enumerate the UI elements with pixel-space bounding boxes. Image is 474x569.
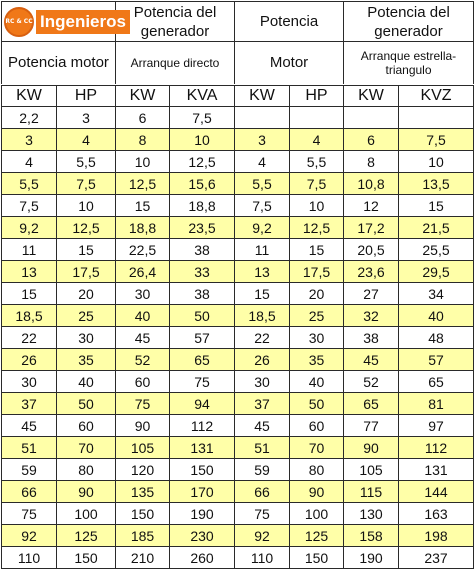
table-row (2, 459, 474, 481)
table-cell: 15 (235, 283, 290, 305)
table-cell: 92 (2, 525, 57, 547)
table-cell: 163 (399, 503, 474, 525)
table-cell: 3 (57, 107, 116, 129)
header-gen-star-sub: Arranque estrella-triangulo (344, 42, 474, 86)
table-row (2, 393, 474, 415)
table-cell (235, 107, 290, 129)
table-cell: 38 (344, 327, 399, 349)
table-cell (344, 107, 399, 129)
table-cell: 12,5 (57, 217, 116, 239)
table-cell: 12,5 (170, 151, 235, 173)
table-row (2, 525, 474, 547)
table-row (2, 173, 474, 195)
table-row (2, 349, 474, 371)
table-cell: 60 (290, 415, 344, 437)
brand-badge-icon: RC & CC (4, 7, 34, 37)
table-cell: 7,5 (170, 107, 235, 129)
table-cell: 150 (290, 547, 344, 569)
table-cell: 7,5 (399, 129, 474, 151)
table-cell: 21,5 (399, 217, 474, 239)
table-cell: 65 (399, 371, 474, 393)
table-cell: 40 (290, 371, 344, 393)
table-cell: 8 (116, 129, 170, 151)
table-cell: 90 (344, 437, 399, 459)
table-cell: 45 (2, 415, 57, 437)
table-cell: 25,5 (399, 239, 474, 261)
table-cell: 23,5 (170, 217, 235, 239)
table-cell: 97 (399, 415, 474, 437)
table-cell: 11 (2, 239, 57, 261)
table-cell: 37 (235, 393, 290, 415)
table-cell: 12 (344, 195, 399, 217)
table-cell: 45 (235, 415, 290, 437)
table-cell: 57 (170, 327, 235, 349)
header-motor-power: Potencia motor (2, 42, 116, 86)
table-cell: 50 (57, 393, 116, 415)
table-cell: 10 (170, 129, 235, 151)
table-row (2, 547, 474, 569)
table-cell: 20,5 (344, 239, 399, 261)
table-cell: 65 (344, 393, 399, 415)
brand-name: Ingenieros (36, 10, 130, 34)
table-cell: 25 (57, 305, 116, 327)
table-cell: 198 (399, 525, 474, 547)
table-cell: 12,5 (290, 217, 344, 239)
table-cell: 37 (2, 393, 57, 415)
table-cell: 7,5 (290, 173, 344, 195)
table-cell: 30 (116, 283, 170, 305)
table-cell: 60 (57, 415, 116, 437)
table-cell: 90 (290, 481, 344, 503)
table-cell: 65 (170, 349, 235, 371)
table-cell: 26 (2, 349, 57, 371)
table-row (2, 503, 474, 525)
table-cell: 4 (290, 129, 344, 151)
table-cell: 17,2 (344, 217, 399, 239)
table-cell: 125 (290, 525, 344, 547)
table-cell: 185 (116, 525, 170, 547)
table-cell: 50 (290, 393, 344, 415)
table-cell: 30 (235, 371, 290, 393)
table-cell: 80 (57, 459, 116, 481)
unit-gen-direct-kva: KVA (170, 86, 235, 107)
table-row (2, 107, 474, 129)
header-gen-direct-sub: Arranque directo (116, 42, 235, 86)
table-cell: 260 (170, 547, 235, 569)
table-cell: 105 (344, 459, 399, 481)
table-cell: 130 (344, 503, 399, 525)
table-cell: 38 (170, 283, 235, 305)
table-cell: 10 (57, 195, 116, 217)
table-cell: 45 (344, 349, 399, 371)
table-row (2, 129, 474, 151)
table-cell: 13 (235, 261, 290, 283)
table-cell: 131 (399, 459, 474, 481)
table-cell: 48 (399, 327, 474, 349)
table-cell: 18,5 (2, 305, 57, 327)
table-cell: 34 (399, 283, 474, 305)
table-cell: 70 (290, 437, 344, 459)
table-cell: 5,5 (2, 173, 57, 195)
table-cell: 18,8 (116, 217, 170, 239)
table-cell: 10 (116, 151, 170, 173)
table-cell: 38 (170, 239, 235, 261)
table-row (2, 283, 474, 305)
table-cell: 4 (2, 151, 57, 173)
table-row (2, 415, 474, 437)
table-cell: 9,2 (2, 217, 57, 239)
table-body (2, 107, 474, 569)
table-cell: 110 (2, 547, 57, 569)
table-row (2, 437, 474, 459)
table-cell: 150 (57, 547, 116, 569)
table-cell: 22,5 (116, 239, 170, 261)
table-cell: 10,8 (344, 173, 399, 195)
table-cell: 15,6 (170, 173, 235, 195)
table-cell (399, 107, 474, 129)
table-cell: 92 (235, 525, 290, 547)
table-cell: 66 (235, 481, 290, 503)
unit-motor2-hp: HP (290, 86, 344, 107)
unit-motor2-kw: KW (235, 86, 290, 107)
table-cell: 5,5 (290, 151, 344, 173)
table-row (2, 261, 474, 283)
table-cell: 20 (290, 283, 344, 305)
table-cell: 66 (2, 481, 57, 503)
table-cell: 75 (116, 393, 170, 415)
table-cell: 120 (116, 459, 170, 481)
table-cell: 9,2 (235, 217, 290, 239)
table-cell: 75 (235, 503, 290, 525)
table-cell: 27 (344, 283, 399, 305)
table-cell: 59 (2, 459, 57, 481)
table-cell: 10 (399, 151, 474, 173)
table-cell: 4 (235, 151, 290, 173)
table-cell: 18,5 (235, 305, 290, 327)
header-motor-sub: Motor (235, 42, 344, 86)
table-cell: 50 (170, 305, 235, 327)
table-cell: 17,5 (57, 261, 116, 283)
table-cell: 112 (399, 437, 474, 459)
table-cell: 40 (57, 371, 116, 393)
table-cell: 40 (399, 305, 474, 327)
table-cell: 230 (170, 525, 235, 547)
table-cell: 70 (57, 437, 116, 459)
table-cell: 15 (116, 195, 170, 217)
table-cell: 15 (399, 195, 474, 217)
table-cell: 32 (344, 305, 399, 327)
table-cell: 81 (399, 393, 474, 415)
table-cell: 110 (235, 547, 290, 569)
table-cell: 3 (2, 129, 57, 151)
table-cell: 15 (2, 283, 57, 305)
table-cell: 150 (116, 503, 170, 525)
table-cell: 30 (2, 371, 57, 393)
table-row (2, 371, 474, 393)
table-cell: 6 (344, 129, 399, 151)
table-cell: 25 (290, 305, 344, 327)
table-cell: 190 (170, 503, 235, 525)
table-cell: 23,6 (344, 261, 399, 283)
table-cell: 22 (235, 327, 290, 349)
table-cell: 7,5 (235, 195, 290, 217)
table-cell: 33 (170, 261, 235, 283)
unit-gen-direct-kw: KW (116, 86, 170, 107)
table-cell: 4 (57, 129, 116, 151)
table-cell: 100 (290, 503, 344, 525)
table-cell: 210 (116, 547, 170, 569)
unit-gen-star-kvz: KVZ (399, 86, 474, 107)
table-row (2, 305, 474, 327)
table-cell: 20 (57, 283, 116, 305)
table-cell: 17,5 (290, 261, 344, 283)
table-cell: 59 (235, 459, 290, 481)
table-row (2, 195, 474, 217)
table-cell: 6 (116, 107, 170, 129)
table-cell: 45 (116, 327, 170, 349)
table-cell: 35 (57, 349, 116, 371)
table-cell: 35 (290, 349, 344, 371)
table-cell: 12,5 (116, 173, 170, 195)
table-cell: 105 (116, 437, 170, 459)
table-cell: 7,5 (2, 195, 57, 217)
table-row (2, 217, 474, 239)
table-cell: 125 (57, 525, 116, 547)
table-cell: 135 (116, 481, 170, 503)
table-cell: 75 (2, 503, 57, 525)
table-cell: 131 (170, 437, 235, 459)
table-cell: 15 (57, 239, 116, 261)
header-gen-direct-title: Potencia del generador (116, 2, 235, 42)
table-cell: 30 (57, 327, 116, 349)
table-cell: 40 (116, 305, 170, 327)
table-cell: 60 (116, 371, 170, 393)
table-cell: 5,5 (235, 173, 290, 195)
table-cell: 3 (235, 129, 290, 151)
table-cell: 170 (170, 481, 235, 503)
table-cell: 94 (170, 393, 235, 415)
table-cell: 26,4 (116, 261, 170, 283)
table-cell: 100 (57, 503, 116, 525)
table-cell: 158 (344, 525, 399, 547)
table-cell: 10 (290, 195, 344, 217)
unit-gen-star-kw: KW (344, 86, 399, 107)
table-cell: 30 (290, 327, 344, 349)
unit-motor-hp: HP (57, 86, 116, 107)
table-cell: 2,2 (2, 107, 57, 129)
table-cell: 57 (399, 349, 474, 371)
table-cell: 80 (290, 459, 344, 481)
table-cell: 29,5 (399, 261, 474, 283)
table-cell: 112 (170, 415, 235, 437)
table-row (2, 327, 474, 349)
table-cell: 11 (235, 239, 290, 261)
table-cell: 90 (116, 415, 170, 437)
table-cell: 13,5 (399, 173, 474, 195)
header-motor-title: Potencia (235, 2, 344, 42)
table-row (2, 481, 474, 503)
unit-motor-kw: KW (2, 86, 57, 107)
table-cell: 51 (235, 437, 290, 459)
table-cell: 7,5 (57, 173, 116, 195)
table-cell: 150 (170, 459, 235, 481)
table-cell: 13 (2, 261, 57, 283)
table-cell: 115 (344, 481, 399, 503)
table-cell: 52 (116, 349, 170, 371)
table-cell: 77 (344, 415, 399, 437)
table-row (2, 151, 474, 173)
table-cell: 75 (170, 371, 235, 393)
table-cell: 90 (57, 481, 116, 503)
table-cell: 22 (2, 327, 57, 349)
table-cell: 144 (399, 481, 474, 503)
table-cell: 15 (290, 239, 344, 261)
table-row (2, 239, 474, 261)
table-cell: 8 (344, 151, 399, 173)
table-cell (290, 107, 344, 129)
table-cell: 51 (2, 437, 57, 459)
table-cell: 190 (344, 547, 399, 569)
table-cell: 26 (235, 349, 290, 371)
header-gen-star-title: Potencia del generador (344, 2, 474, 42)
table-cell: 18,8 (170, 195, 235, 217)
table-cell: 237 (399, 547, 474, 569)
table-cell: 5,5 (57, 151, 116, 173)
table-cell: 52 (344, 371, 399, 393)
power-table (1, 1, 474, 569)
brand-cell (2, 2, 126, 42)
